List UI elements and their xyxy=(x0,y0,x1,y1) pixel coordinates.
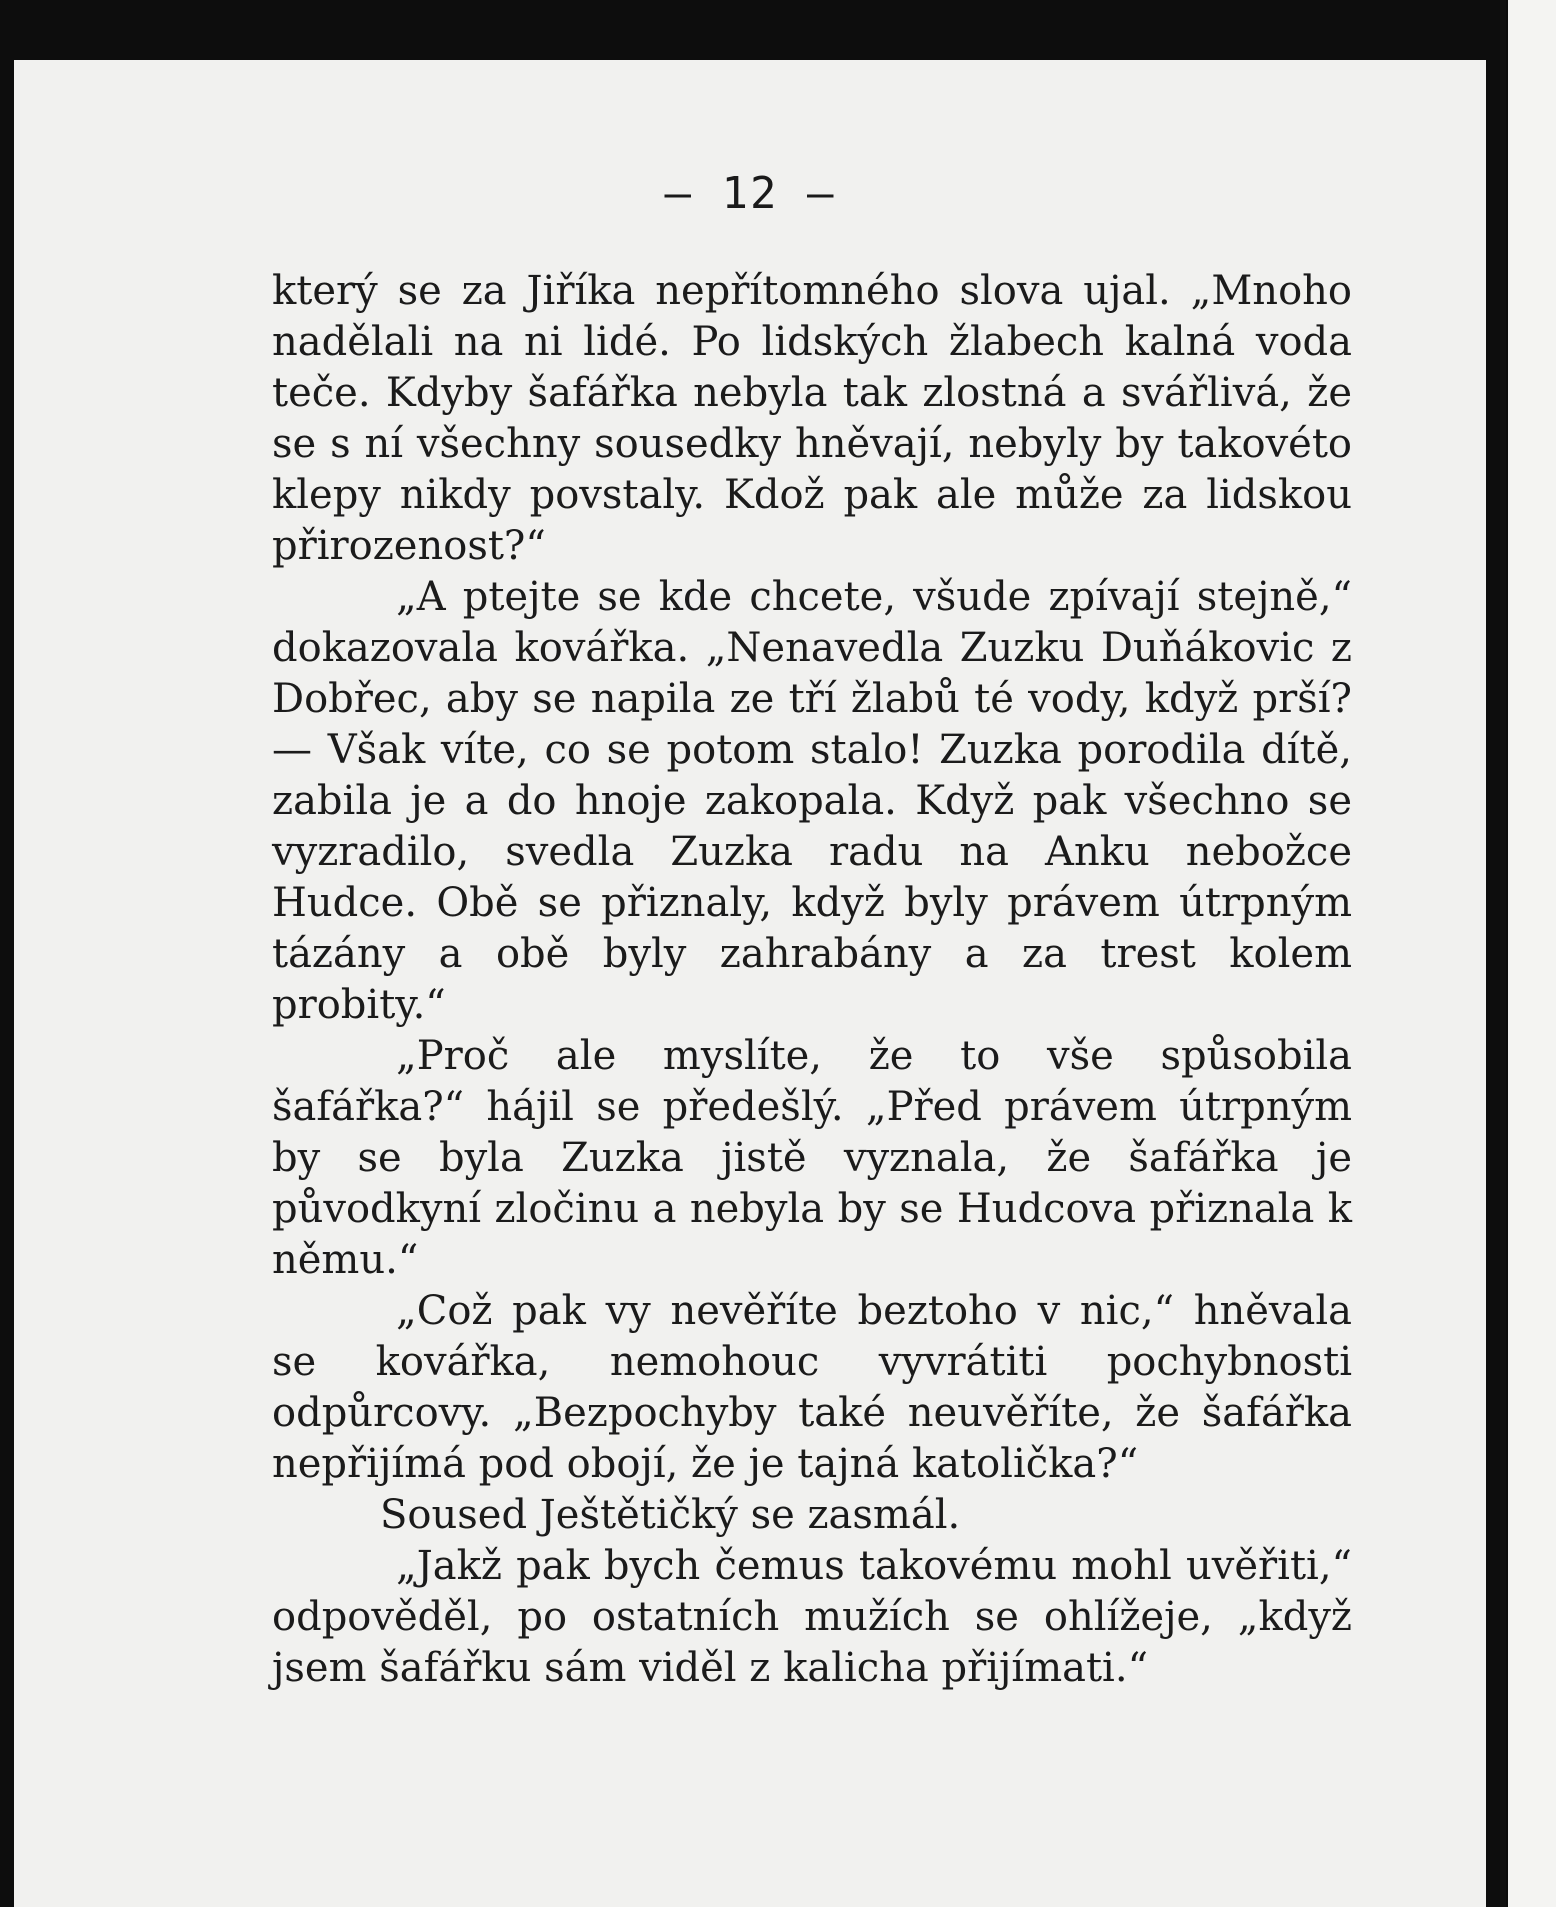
paragraph-2: „A ptejte se kde chcete, všude zpívají stejně,“ dokazovala kovářka. „Nenavedla Zuzku Duňákovic z Dobřec, aby se napila ze tří žlabů té vody, když prší? — Však víte, co se potom stalo! Zuzka porodila dítě, zabila je a do hnoje zakopala. Když pak všechno se vyzradilo, svedla Zuzka radu na Anku nebožce Hudce. Obě se přiznaly, když byly právem útrpným tázány a obě byly zahrabány a za trest kolem probity.“ xyxy=(272,574,1352,1028)
paragraph-3: „Proč ale myslíte, že to vše spůsobila šafářka?“ hájil se předešlý. „Před právem útrpným by se byla Zuzka jistě vyznala, že šafářka je původkyní zločinu a nebyla by se Hudcova přiznala k němu.“ xyxy=(272,1033,1352,1283)
page-body-text xyxy=(272,266,1352,1694)
adjacent-page-edge xyxy=(1508,0,1556,1907)
paragraph-5: Soused Ještětičký se zasmál. xyxy=(380,1492,961,1538)
page-number: — 12 — xyxy=(664,168,836,219)
paragraph-1: který se za Jiříka nepřítomného slova ujal. „Mnoho nadělali na ni lidé. Po lidských žlabech kalná voda teče. Kdyby šafářka nebyla tak zlostná a svářlivá, že se s ní všechny sousedky hněvají, nebyly by takovéto klepy nikdy povstaly. Kdož pak ale může za lidskou přirozenost?“ xyxy=(272,268,1352,569)
paragraph-4: „Což pak vy nevěříte beztoho v nic,“ hněvala se kovářka, nemohouc vyvrátiti pochybnosti odpůrcovy. „Bezpochyby také neuvěříte, že šafářka nepřijímá pod obojí, že je tajná katolička?“ xyxy=(272,1288,1352,1487)
paragraph-6: „Jakž pak bych čemus takovému mohl uvěřiti,“ odpověděl, po ostatních mužích se ohlížeje, „když jsem šafářku sám viděl z kalicha přijímati.“ xyxy=(272,1543,1352,1691)
book-page xyxy=(14,60,1486,1907)
page-gutter-line xyxy=(1500,0,1506,1907)
